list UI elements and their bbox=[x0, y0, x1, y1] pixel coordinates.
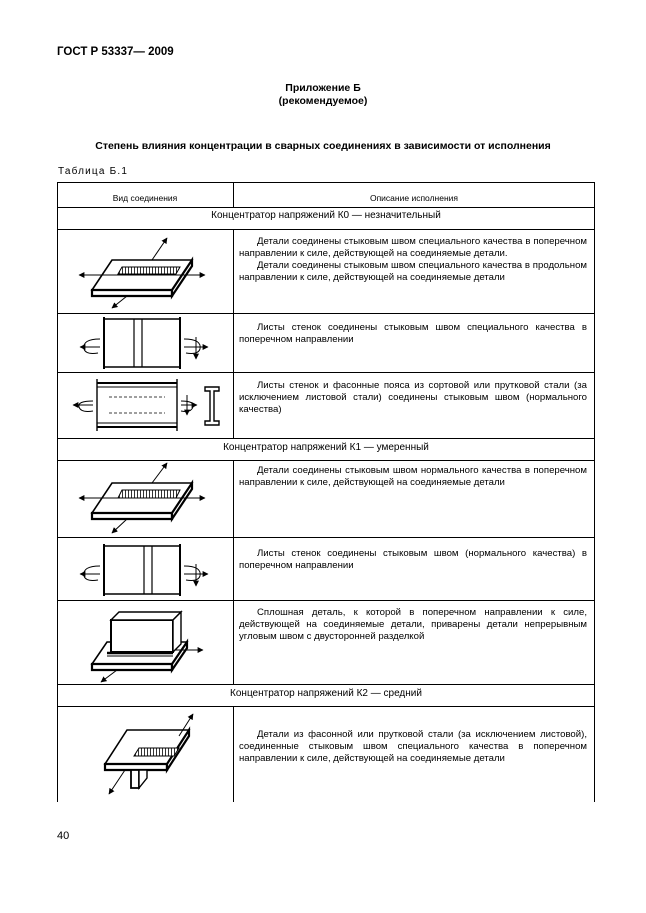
column-header-joint-type: Вид соединения bbox=[112, 193, 178, 203]
category-k1: Концентратор напряжений К1 — умеренный bbox=[223, 442, 429, 453]
fillet-weld-plate-icon bbox=[77, 602, 217, 684]
annex-status: (рекомендуемое) bbox=[278, 95, 368, 107]
row-divider bbox=[57, 313, 595, 314]
row-divider bbox=[57, 229, 595, 230]
description-k0-2: Листы стенок соединены стыковым швом специального качества в поперечном направлении bbox=[239, 322, 587, 345]
header-divider bbox=[57, 207, 595, 208]
category-k2: Концентратор напряжений К2 — средний bbox=[230, 688, 422, 699]
description-k0-3: Листы стенок и фасонные пояса из сортовой или прутковой стали (за исключением листовой стали) соединены стыковым швом (нормального качества) bbox=[239, 380, 587, 415]
page-number: 40 bbox=[57, 830, 70, 842]
row-divider bbox=[57, 706, 595, 707]
butt-joint-plate-icon bbox=[77, 461, 217, 539]
row-divider bbox=[57, 372, 595, 373]
row-divider bbox=[57, 600, 595, 601]
column-divider bbox=[233, 182, 234, 207]
description-k1-2: Листы стенок соединены стыковым швом (нормального качества) в поперечном направлении bbox=[239, 548, 587, 571]
description-k1-1: Детали соединены стыковым швом нормального качества в поперечном направлении к силе, действующей на соединяемые детали bbox=[239, 465, 587, 488]
section-title: Степень влияния концентрации в сварных соединениях в зависимости от исполнения bbox=[95, 140, 551, 152]
column-header-description: Описание исполнения bbox=[369, 193, 459, 203]
document-header: ГОСТ Р 53337— 2009 bbox=[57, 46, 174, 58]
table-label: Таблица Б.1 bbox=[58, 166, 129, 177]
description-k1-3: Сплошная деталь, к которой в поперечном направлении к силе, действующей на соединяемые детали, приварены детали непрерывным угловым швом с двусторонней разделкой bbox=[239, 607, 587, 642]
butt-joint-plate-icon bbox=[77, 232, 217, 312]
column-divider bbox=[233, 460, 234, 684]
web-butt-joint-icon bbox=[72, 315, 222, 371]
row-divider bbox=[57, 684, 595, 685]
description-k0-1: Детали соединены стыковым швом специального качества в поперечном направлении к силе, действующей на соединяемые детали. Детали соединены стыковым швом специального качества в продольном направлении к силе, действующей на соединяемые детали bbox=[239, 236, 587, 283]
row-divider bbox=[57, 438, 595, 439]
column-divider bbox=[233, 229, 234, 438]
category-k0: Концентратор напряжений К0 — незначительный bbox=[211, 210, 441, 221]
profile-butt-joint-icon bbox=[87, 708, 217, 800]
annex-title: Приложение Б bbox=[285, 82, 361, 94]
column-divider bbox=[233, 706, 234, 802]
description-k2-1: Детали из фасонной или прутковой стали (за исключением листовой), соединенные стыковым швом специального качества в поперечном направлении к силе, действующей на соединяемые детали bbox=[239, 729, 587, 764]
girder-flange-joint-icon bbox=[69, 375, 229, 437]
web-butt-joint-icon bbox=[72, 540, 222, 598]
